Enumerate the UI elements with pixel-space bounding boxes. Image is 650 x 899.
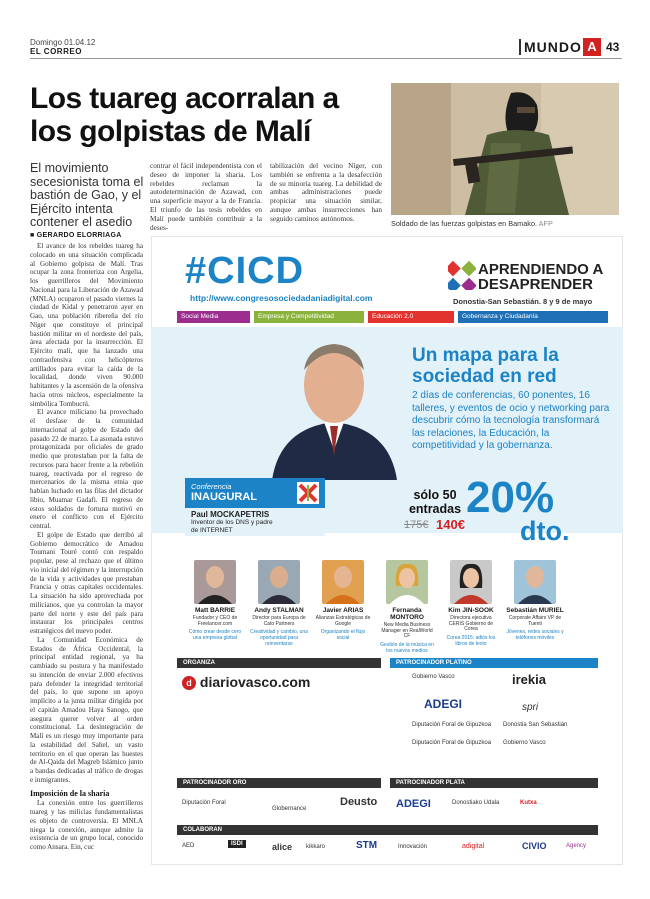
partner-logo: alice (272, 842, 293, 852)
sponsor-logo: ADEGI (424, 697, 463, 711)
partner-logo: CIVIO (522, 841, 547, 851)
keynote-logo-icon (297, 482, 319, 504)
sponsor-logo: Diputación Foral de Gipuzkoa (412, 722, 492, 728)
sponsor-logo: ADEGI (396, 798, 431, 810)
partner-logo: Agency (566, 843, 587, 849)
sponsor-logo: spri (522, 702, 539, 713)
header-publication: EL CORREO (30, 47, 82, 56)
price-new: 140€ (436, 517, 465, 532)
tab-empresa[interactable]: Empresa y Competitividad (254, 311, 364, 323)
plata-label: PATROCINADOR PLATA (390, 778, 598, 788)
byline-author: GERARDO ELORRIAGA (36, 232, 122, 239)
article-column-1 (30, 242, 143, 852)
photo-caption (391, 219, 553, 228)
sponsor-logo: Kutxa (520, 800, 537, 806)
ad-hashtag: #CICD (185, 250, 305, 292)
article-column-2: contrar el fácil independentista con el deseo de imponer la sharia. Los rebeldes reclaman la autodeterminación de Azawad, con una superficie mayor a la de Francia. El triunfo de las tesis rebeldes en Malí puede también contribuir a la deses- (150, 161, 262, 232)
speaker-role: Director para Europa de Cato Partners (252, 615, 306, 627)
diariovasco-icon: d (182, 676, 196, 690)
speaker-role: Corporate Affairs VP de Tuenti (508, 615, 562, 627)
sponsor-logo: irekia (512, 672, 546, 687)
section-badge: A (583, 38, 601, 56)
platino-label: PATROCINADOR PLATINO (390, 658, 598, 668)
partner-logo: AED (182, 843, 195, 849)
tab-educacion[interactable]: Educación 2.0 (368, 311, 454, 323)
article-column-3: tabilización del vecino Níger, con también se enfrenta a la desafección de su minoría tuareg. La debilidad de ambas administraciones puede propiciar una situación similar, aunque ambas insurrecciones han seguido caminos autónomos. (270, 161, 382, 223)
partner-logo: STM (356, 840, 378, 851)
speaker-topic: Gestión de la música en los nuevos medios (380, 642, 434, 654)
partner-logo: adigital (462, 843, 485, 850)
price-old: 175€ (404, 519, 429, 531)
sponsor-logo: Globernance (272, 806, 307, 812)
sponsor-logo: Gobierno Vasco (412, 674, 455, 680)
speaker-name: Sebastián MURIEL (506, 607, 564, 614)
keynote-role: Inventor de los DNS y padre de INTERNET (191, 519, 273, 534)
keynote-portrait (272, 330, 397, 480)
paragraph: El avance de los rebeldes tuareg ha colocado en una situación complicada al Gobierno golpista de Malí. Tras ocupar la zona fronteriza con Argelia, los guerrilleros del Movimiento Nacional para la Liberación de Azawad (MNLA) ocuparon el pasado viernes la ciudad de Kidal y penetraron ayer en Gao, una población ribereña del río Níger que constituye el principal bastión militar en el nordeste del país, área afectada por la insurrección. El Ejército malí, que ha lanzado una contraofensiva con helicópteros artillados para evitar la caída de la localidad, donde viven 90.000 habitantes y la ascensión de la ofensiva hacia otros núcleos, especialmente la simbólica Tombuctú. (30, 242, 143, 408)
ad-logo-icon (448, 260, 476, 295)
speaker-role: Alianzas Estratégicas de Google (315, 615, 371, 627)
speaker-role: Fundador y CEO de Freelancer.com (192, 615, 238, 627)
tab-gobernanza[interactable]: Gobernanza y Ciudadanía (458, 311, 608, 323)
partner-logo: kikkaro (306, 844, 326, 850)
ad-logo-subtitle: Donostia-San Sebastián. 8 y 9 de mayo (453, 297, 593, 306)
speaker-card (378, 560, 436, 654)
caption-credit: AFP (538, 219, 553, 228)
sponsor-logo: Diputación Foral de Gipuzkoa (412, 740, 492, 746)
headline: Los tuareg acorralan a los golpistas de Malí (30, 82, 339, 148)
speaker-card (186, 560, 244, 642)
section-label: MUNDO (524, 39, 582, 55)
partner-logo: ISDI (228, 840, 246, 848)
colaboran-label: COLABORAN (177, 825, 598, 835)
speaker-name: Matt BARRIE (194, 607, 236, 614)
section-bar (519, 39, 521, 55)
subhead: El movimiento secesionista toma el bastión de Gao, y el Ejército intenta contener el asedio (30, 161, 144, 229)
ad-body-text: 2 días de conferencias, 60 ponentes, 16 talleres, y eventos de ocio y networking para descubrir cómo la tecnología transformará las relaciones, la Educación, la competitividad y la gobernanza. (412, 390, 610, 451)
sponsor-logo: Diputación Foral (182, 800, 226, 806)
byline: ■ GERARDO ELORRIAGA (30, 232, 122, 239)
tab-social-media[interactable]: Social Media (177, 311, 250, 323)
ad-logo-title: APRENDIENDO A DESAPRENDER (478, 261, 603, 293)
caption-text: Soldado de las fuerzas golpistas en Bamako. (391, 219, 538, 228)
paragraph: La conexión entre los guerrilleros tuareg y las milicias fundamentalistas es objeto de controversia. El MNLA niega la conexión, aunque admite la existencia de un grupo local, conocido como Ansara. Ein, cuc (30, 799, 143, 851)
ad-url[interactable]: http://www.congresosociedadaniadigital.com (190, 293, 373, 303)
speaker-name: Andy STALMAN (254, 607, 304, 614)
header-date: Domingo 01.04.12 (30, 38, 96, 47)
organiza-label: ORGANIZA (177, 658, 381, 668)
keynote-box (185, 478, 325, 536)
speaker-topic: Creatividad y cambio, una oportunidad para reinventarse (250, 629, 308, 647)
price-label: sólo 50 entradas (408, 488, 462, 516)
news-photo (391, 83, 619, 215)
keynote-name: Paul MOCKAPETRIS (191, 510, 270, 519)
paragraph: El avance miliciano ha provechado el desfase de la comunidad internacional al golpe de Estado del pasado 22 de marzo. La asonada estuvo protagonizada por oficiales de grado medio que protestaban por la falta de recursos para hacer frente a la rebelión tuareg, reactivada por el regreso de mercenarios de la misma etnia que habían luchado en las filas del dictador libio, Muamar Gadafi. El regreso de estos soldados de fortuna motivó en enero el conflicto con el Ejército central. (30, 408, 143, 530)
discount-word: dto. (520, 516, 570, 546)
keynote-label-2: INAUGURAL (191, 491, 257, 503)
sponsor-logo: Deusto (340, 796, 378, 808)
speaker-name: Javier ARIAS (322, 607, 364, 614)
sponsor-logo: Donostia San Sebastián (503, 722, 568, 728)
discount-percent: 20% (466, 473, 555, 522)
organiza-logo (182, 674, 310, 690)
paragraph: El golpe de Estado que derribó al Gobierno democrático de Amadou Toumani Touré contó con respaldo popular, pese al rechazo que el último vio inicial del régimen y la interrupción de la vida y actividades que prestaban Francia y otras capitales occidentales. La situación ha sido aprovechada por milicianos, que ya controlan la mayor parte del norte y este del país para instaurar los principales centros estratégicos del nuevo poder. (30, 530, 143, 635)
ad-headline: Un mapa para la sociedad en red (412, 345, 559, 387)
speaker-name: Fernanda MONTORO (390, 607, 424, 621)
sponsor-logo: Gobierno Vasco (503, 740, 546, 746)
subheading: Imposición de la sharia (30, 788, 110, 798)
speaker-topic: Corea 2015: adiós los libros de texto (446, 635, 496, 647)
partner-logo: Innovación (398, 844, 428, 850)
header-rule (30, 58, 622, 59)
speaker-card (442, 560, 500, 647)
keynote-label-1: Conferencia (191, 482, 232, 491)
speaker-card (506, 560, 564, 642)
page-number: 43 (606, 40, 620, 54)
speaker-topic: Organizando el flujo social (320, 629, 366, 641)
speaker-name: Kim JIN-SOOK (448, 607, 494, 614)
speaker-card (250, 560, 308, 647)
sponsor-logo: Donostiako Udala (452, 800, 500, 806)
speaker-role: Directora ejecutiva CERIS Gobierno de Corea (448, 615, 494, 633)
organiza-logo-text: diariovasco.com (199, 674, 311, 690)
speaker-topic: Cómo crear desde cero una empresa global (188, 629, 242, 641)
oro-label: PATROCINADOR ORO (177, 778, 381, 788)
speaker-role: New Media Business Manager en RealWorld CF (381, 622, 433, 640)
speaker-topic: Jóvenes, redes sociales y teléfonos móviles (506, 629, 564, 641)
speaker-card (314, 560, 372, 642)
paragraph: La Comunidad Económica de Estados de África Occidental, la principal entidad regional, ya ha cambiado su postura y ha manifestado su intención de enviar 2.000 efectivos para defender la integridad territorial del país, lo que supone un apoyo implícito a la junta militar dirigida por el capitán Amadou Haya Sanogo, que asegura querer volver al orden constitucional. La desintegración de Malí es un riesgo muy importante para la estabilidad del Sahel, un vasto territorio en el que operan las huestes de Al-Qaida del Magreb Islámico junto a bandas dedicadas al tráfico de drogas e inmigrantes. (30, 635, 143, 784)
